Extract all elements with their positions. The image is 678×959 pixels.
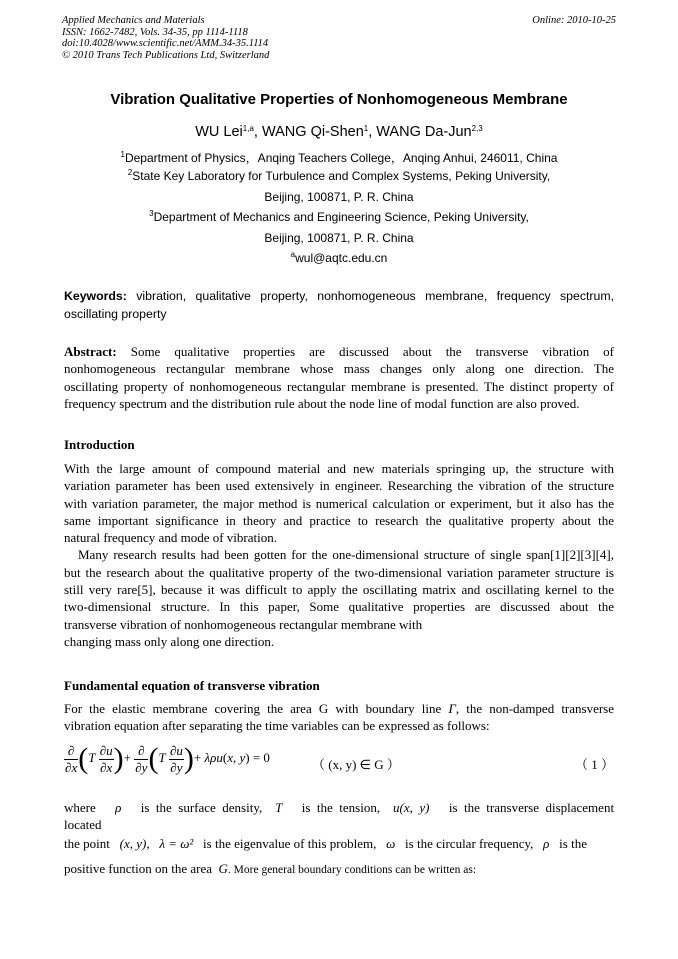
- journal-name: Applied Mechanics and Materials: [62, 15, 205, 26]
- abstract-line-2: nonhomogeneous rectangular membrane whose mass changes only along one direction. The: [64, 361, 614, 377]
- paper-title: Vibration Qualitative Properties of Nonhomogeneous Membrane: [110, 91, 568, 108]
- equation-domain: （ (x, y) ∈ G ）: [312, 757, 400, 772]
- aff-text: State Key Laboratory for Turbulence and Complex Systems, Peking University,: [132, 169, 551, 183]
- rho-symbol: ρ: [115, 800, 122, 815]
- text: For the elastic membrane covering the area G with boundary line: [64, 701, 442, 716]
- email-text: wul@aqtc.edu.cn: [295, 251, 388, 265]
- point-line: the point (x, y), λ = ω² is the eigenvalue of this problem, ω is the circular frequency, ρ is the: [64, 836, 587, 851]
- intro-line: with variation parameter, the major method is numerical calculation or experiment, but it also has the: [64, 495, 614, 511]
- positive-line: [64, 860, 614, 879]
- keywords: [64, 288, 614, 323]
- fundamental-line-2: vibration equation after separating the time variables can be expressed as follows:: [64, 718, 490, 734]
- abstract: [64, 343, 614, 412]
- text: the point: [64, 836, 110, 851]
- fraction: $\frac{\partial u}{\partial y}$: [169, 742, 183, 775]
- author-name: WANG Qi-Shen: [261, 124, 364, 140]
- copyright: © 2010 Trans Tech Publications Ltd, Switzerland: [62, 49, 270, 61]
- text: is the transverse displacement located: [64, 800, 615, 833]
- affiliation-3: [0, 210, 678, 224]
- affiliation-2: [0, 169, 678, 183]
- point-symbol: (x, y): [119, 836, 147, 851]
- aff-sup: 2: [127, 168, 133, 177]
- affiliation-1: [0, 149, 678, 166]
- tension-symbol: T: [275, 800, 283, 815]
- omega-symbol: ω: [386, 836, 396, 851]
- text: is the eigenvalue of this problem,: [203, 836, 377, 851]
- fraction: $\frac{\partial u}{\partial x}$: [99, 742, 113, 775]
- author-list: [0, 124, 678, 140]
- keywords-text: vibration, qualitative property, nonhomogeneous membrane, frequency spectrum,: [136, 289, 614, 303]
- doi: doi:10.4028/www.scientific.net/AMM.34-35.1114: [62, 38, 269, 49]
- abstract-line-1: [64, 343, 614, 360]
- intro-line: but the research about the qualitative property of the two-dimensional variation parameter structure is: [64, 564, 614, 580]
- abstract-text: Some qualitative properties are discussed about the transverse vibration of: [130, 344, 615, 359]
- area-symbol: G: [218, 861, 228, 876]
- online-date: Online: 2010-10-25: [532, 15, 616, 26]
- keywords-line-2: oscillating property: [64, 306, 167, 321]
- gamma-symbol: Γ: [448, 701, 456, 716]
- intro-line: natural frequency and mode of vibration.: [64, 530, 277, 546]
- text: is the surface density,: [140, 800, 263, 815]
- where-line: [64, 799, 614, 834]
- issn: ISSN: 1662-7482, Vols. 34-35, pp 1114-1118: [62, 26, 248, 38]
- text: where: [64, 800, 96, 815]
- abstract-line-4: frequency spectrum and the distribution rule about the node line of modal function are also proved.: [64, 395, 580, 411]
- keywords-label: Keywords:: [64, 289, 127, 303]
- text: is the circular frequency,: [405, 836, 534, 851]
- fundamental-body: [64, 700, 614, 735]
- intro-line: changing mass only along one direction.: [64, 633, 275, 649]
- author-sep: ,: [368, 124, 377, 140]
- text: positive function on the area: [64, 861, 213, 876]
- author-sup: 2,3: [471, 124, 483, 133]
- fundamental-line-1: [64, 700, 614, 717]
- author-name: WANG Da-Jun: [376, 124, 472, 140]
- affiliation-3-city: Beijing, 100871, P. R. China: [264, 231, 414, 245]
- email-sup: a: [290, 250, 296, 259]
- intro-line: variation parameter has been used extensively in engineer. Researching the vibration of the structure: [64, 478, 614, 494]
- author-sup: 1,a: [242, 124, 254, 133]
- text: , the non-damped transverse: [455, 701, 615, 716]
- email: [0, 251, 678, 265]
- text: is the tension,: [301, 800, 381, 815]
- equation-expression: $\frac{\partial}{\partial x}$ (T $\frac{\partial u}{\partial x}$ )+ $\frac{\partial}{\partial y}$ (T $\frac{\partial u}{\partial y}$ )+ λρu(x, y) = 0: [65, 742, 270, 775]
- abstract-line-3: oscillating property of nonhomogeneous rectangular membrane is presented. The distinct property of: [64, 378, 614, 394]
- intro-line: still very rare[5], because it was difficult to apply the oscillating matrix and oscillating kernel to the: [64, 582, 614, 598]
- intro-line: Many research results had been gotten for the one-dimensional structure of single span[1][2][3][4],: [78, 547, 614, 563]
- journal-header: [62, 15, 269, 61]
- intro-line: transverse vibration of nonhomogeneous rectangular membrane with: [64, 616, 423, 632]
- aff-sup: 1: [120, 150, 125, 159]
- introduction-body: [64, 460, 614, 650]
- text: is the: [559, 836, 587, 851]
- rho-symbol: ρ: [543, 836, 550, 851]
- section-heading-introduction: Introduction: [64, 437, 135, 452]
- aff-text: Department of Mechanics and Engineering Science, Peking University,: [153, 210, 529, 224]
- keywords-line-1: [64, 288, 614, 306]
- abstract-label: Abstract:: [64, 344, 117, 359]
- fraction: $\frac{\partial}{\partial x}$: [65, 742, 78, 775]
- affiliation-2-city: Beijing, 100871, P. R. China: [264, 190, 414, 204]
- displacement-symbol: u(x, y): [393, 800, 430, 815]
- text: . More general boundary conditions can be written as:: [227, 864, 477, 876]
- aff-text: Department of Physics，Anqing Teachers College，Anqing Anhui, 246011, China: [124, 151, 558, 165]
- author-sup: 1: [363, 124, 369, 133]
- aff-sup: 3: [149, 209, 154, 218]
- equation-number: （ 1 ）: [574, 757, 614, 772]
- equation-1: [64, 742, 614, 784]
- author-sep: ,: [253, 124, 262, 140]
- intro-line: same important significance in theory and practice to research the qualitative property about the: [64, 512, 614, 528]
- author-name: WU Lei: [195, 124, 243, 140]
- intro-line: two-dimensional structure. In this paper, Some qualitative properties are discussed about the: [64, 599, 614, 615]
- section-heading-fundamental: Fundamental equation of transverse vibration: [64, 678, 320, 693]
- intro-line: With the large amount of compound material and new materials springing up, the structure with: [64, 461, 614, 476]
- fraction: $\frac{\partial}{\partial y}$: [135, 742, 148, 775]
- eigenvalue-symbol: λ = ω²: [159, 836, 194, 851]
